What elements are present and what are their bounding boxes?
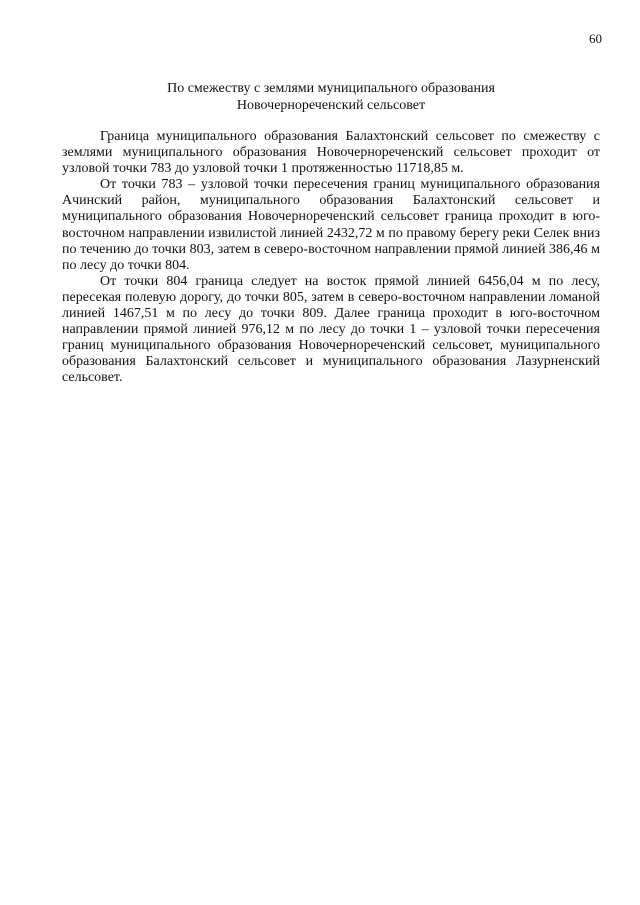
section-heading-line-1: По смежеству с землями муниципального образования <box>167 81 495 96</box>
section-heading-line-2: Новочернореченский сельсовет <box>236 98 426 113</box>
section-heading <box>62 80 600 114</box>
page-number: 60 <box>589 31 602 46</box>
paragraph-2: От точки 783 – узловой точки пересечения границ муниципального образования Ачинский район, муниципального образования Балахтонский сельсовет и муниципального образования Новочернореченский сельсовет граница проходит в юго-восточном направлении извилистой линией 2432,72 м по правому берегу реки Селек вниз по течению до точки 803, затем в северо-восточном направлении прямой линией 386,46 м по лесу до точки 804. <box>62 177 600 273</box>
document-body <box>62 129 600 387</box>
paragraph-1: Граница муниципального образования Балахтонский сельсовет по смежеству с землями муниципального образования Новочернореченский сельсовет проходит от узловой точки 783 до узловой точки 1 протяженностью 11718,85 м. <box>62 129 600 177</box>
paragraph-3: От точки 804 граница следует на восток прямой линией 6456,04 м по лесу, пересекая полевую дорогу, до точки 805, затем в северо-восточном направлении ломаной линией 1467,51 м по лесу до точки 809. Далее граница проходит в юго-восточном направлении прямой линией 976,12 м по лесу до точки 1 – узловой точки пересечения границ муниципального образования Новочернореченский сельсовет, муниципального образования Балахтонский сельсовет и муниципального образования Лазурненский сельсовет. <box>62 273 600 386</box>
